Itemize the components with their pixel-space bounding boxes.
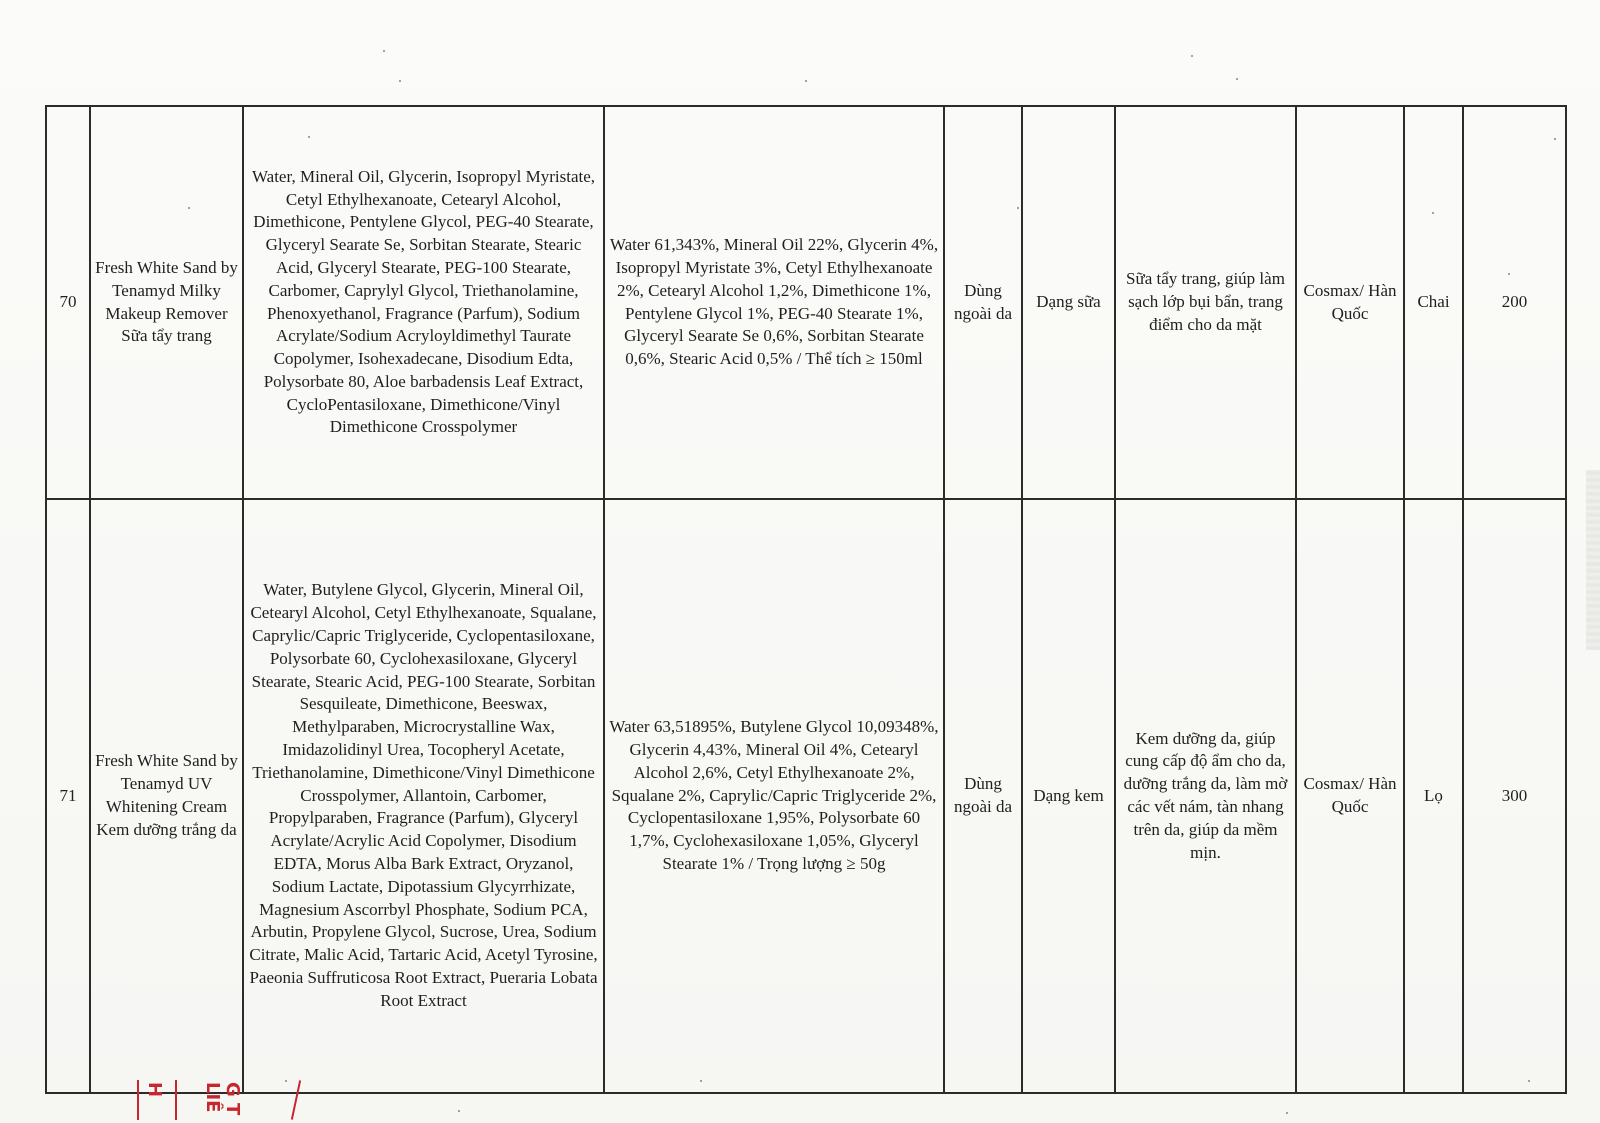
packaging-cell: Lọ xyxy=(1404,499,1463,1093)
stamp-text: LIÊ xyxy=(202,1082,223,1113)
red-stamp xyxy=(135,1080,320,1123)
scan-speck xyxy=(1286,1112,1288,1114)
manufacturer-cell: Cosmax/ Hàn Quốc xyxy=(1296,499,1404,1093)
composition-cell: Water 63,51895%, Butylene Glycol 10,09348%, Glycerin 4,43%, Mineral Oil 4%, Cetearyl Alcohol 2,6%, Cetyl Ethylhexanoate 2%, Squalane 2%, Caprylic/Capric Triglyceride 2%, Cyclopentasiloxane 1,95%, Polysorbate 60 1,7%, Cyclohexasiloxane 1,05%, Glyceryl Stearate 1% / Trọng lượng ≥ 50g xyxy=(604,499,944,1093)
scan-speck xyxy=(1191,55,1193,57)
manufacturer-cell: Cosmax/ Hàn Quốc xyxy=(1296,106,1404,499)
product-name-cell: Fresh White Sand by Tenamyd UV Whitening Cream Kem dưỡng trắng da xyxy=(90,499,243,1093)
stamp-border-line xyxy=(175,1080,177,1120)
quantity-cell: 200 xyxy=(1463,106,1566,499)
packaging-cell: Chai xyxy=(1404,106,1463,499)
form-cell: Dạng sữa xyxy=(1022,106,1115,499)
scan-speck xyxy=(805,80,807,82)
composition-cell: Water 61,343%, Mineral Oil 22%, Glycerin 4%, Isopropyl Myristate 3%, Cetyl Ethylhexanoate 2%, Cetearyl Alcohol 1,2%, Dimethicone 1%, Pentylene Glycol 1%, PEG-40 Stearate 1%, Glyceryl Searate Se 0,6%, Sorbitan Stearate 0,6%, Stearic Acid 0,5% / Thể tích ≥ 150ml xyxy=(604,106,944,499)
ingredients-cell: Water, Butylene Glycol, Glycerin, Mineral Oil, Cetearyl Alcohol, Cetyl Ethylhexanoate, Squalane, Caprylic/Capric Triglyceride, Cyclopentasiloxane, Polysorbate 60, Cyclohexasiloxane, Glyceryl Stearate, Stearic Acid, PEG-100 Stearate, Sorbitan Sesquileate, Dimethicone, Beeswax, Methylparaben, Microcrystalline Wax, Imidazolidinyl Urea, Tocopheryl Acetate, Triethanolamine, Dimethicone/Vinyl Dimethicone Crosspolymer, Allantoin, Carbomer, Propylparaben, Fragrance (Parfum), Glyceryl Acrylate/Acrylic Acid Copolymer, Disodium EDTA, Morus Alba Bark Extract, Oryzanol, Sodium Lactate, Dipotassium Glycyrrhizate, Magnesium Ascorrbyl Phosphate, Sodium PCA, Arbutin, Propylene Glycol, Sucrose, Urea, Sodium Citrate, Malic Acid, Tartaric Acid, Acetyl Tyrosine, Paeonia Suffruticosa Root Extract, Pueraria Lobata Root Extract xyxy=(243,499,604,1093)
scan-speck xyxy=(458,1110,460,1112)
scan-speck xyxy=(1236,78,1238,80)
table-row xyxy=(46,106,1566,499)
scan-edge-noise xyxy=(1586,470,1600,650)
row-number-cell: 71 xyxy=(46,499,90,1093)
scan-speck xyxy=(399,80,401,82)
quantity-cell: 300 xyxy=(1463,499,1566,1093)
ingredients-cell: Water, Mineral Oil, Glycerin, Isopropyl Myristate, Cetyl Ethylhexanoate, Cetearyl Alcohol, Dimethicone, Pentylene Glycol, PEG-40 Stearate, Glyceryl Searate Se, Sorbitan Stearate, Stearic Acid, Glyceryl Stearate, PEG-100 Stearate, Carbomer, Caprylyl Glycol, Triethanolamine, Phenoxyethanol, Fragrance (Parfum), Sodium Acrylate/Sodium Acryloyldimethyl Taurate Copolymer, Isohexadecane, Disodium Edta, Polysorbate 80, Aloe barbadensis Leaf Extract, CycloPentasiloxane, Dimethicone/Vinyl Dimethicone Crosspolymer xyxy=(243,106,604,499)
scan-speck xyxy=(383,50,385,52)
purpose-cell: Sữa tẩy trang, giúp làm sạch lớp bụi bẩn, trang điểm cho da mặt xyxy=(1115,106,1296,499)
stamp-border-line xyxy=(137,1080,139,1120)
purpose-cell: Kem dưỡng da, giúp cung cấp độ ẩm cho da, dưỡng trắng da, làm mờ các vết nám, tàn nhang trên da, giúp da mềm mịn. xyxy=(1115,499,1296,1093)
row-number-cell: 70 xyxy=(46,106,90,499)
stamp-text: H xyxy=(144,1082,165,1098)
usage-cell: Dùng ngoài da xyxy=(944,499,1022,1093)
table-row xyxy=(46,499,1566,1093)
products-table xyxy=(45,105,1567,1094)
stamp-border-line xyxy=(291,1080,301,1120)
stamp-text: G T xyxy=(222,1082,243,1116)
product-name-cell: Fresh White Sand by Tenamyd Milky Makeup Remover Sữa tẩy trang xyxy=(90,106,243,499)
usage-cell: Dùng ngoài da xyxy=(944,106,1022,499)
form-cell: Dạng kem xyxy=(1022,499,1115,1093)
